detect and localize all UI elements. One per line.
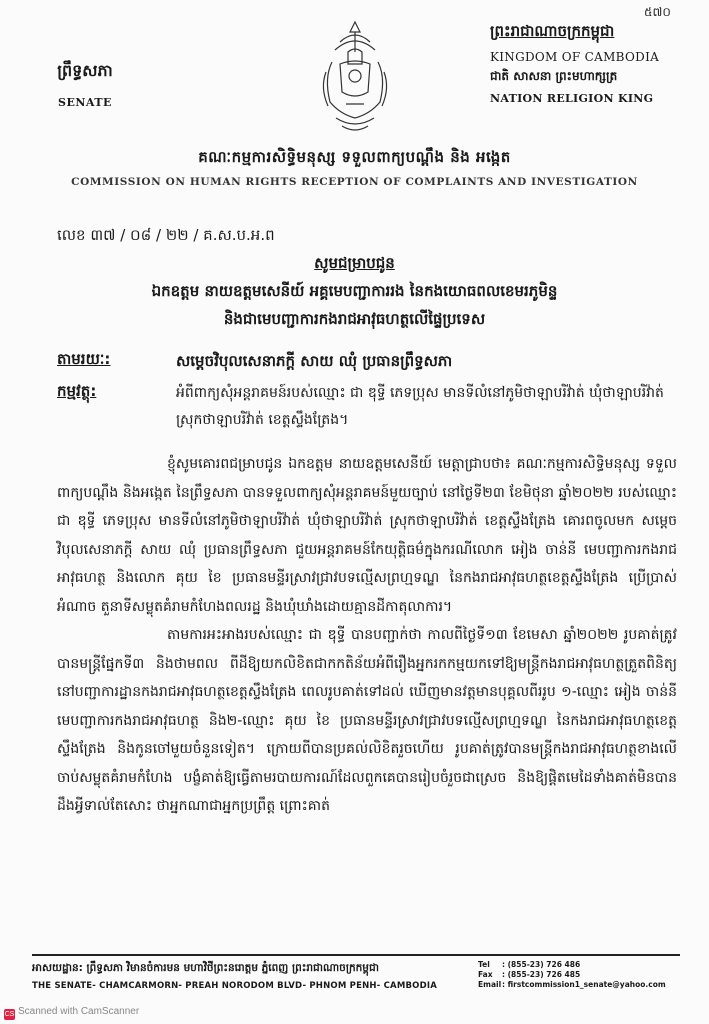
footer-divider [32,954,680,956]
body-paragraph-2: តាមការអះអាងរបស់ឈ្មោះ ជា ឌុទ្ធី បានបញ្ជាក់ថា កាលពីថ្ងៃទី១៣ ខែមេសា ឆ្នាំ២០២២ រូបគាត់ត្រូវបានមន្ត្រីផ្នែកទី៣ និងថាមពល ពីដីឱ្យយកលិខិតជាកកតិន័យអំពីរឿងអ្នករកកម្មយកទៅឱ្យមន្ត្រីកងរាជអាវុធហត្ថត្រួតពិនិត្យនៅបញ្ជាការដ្ឋានកងរាជអាវុធហត្ថខេត្តស្ទឹងត្រែង ពេលរូបគាត់ទៅដល់ ឃើញមានវត្តមានបុគ្គលពីររូប ១-ឈ្មោះ អៀង ចាន់នី មេបញ្ជាការកងរាជអាវុធហត្ថ និង២-ឈ្មោះ គុយ ខៃ ប្រធានមន្ទីរស្រាវជ្រាវបទល្មើសព្រហ្មទណ្ឌ នៃកងរាជអាវុធហត្ថខេត្តស្ទឹងត្រែង និងកូនចៅមួយចំនួនទៀត។ ក្រោយពីបានប្រគល់លិខិតរួចហើយ រូបគាត់ត្រូវបានមន្ត្រីកងរាជអាវុធហត្ថខាងលើ ចាប់សម្លុតគំរាមកំហែង បង្ខំគាត់ឱ្យធ្វើតាមរបាយការណ៍ដែលពួកគេបានរៀបចំរួចជាស្រេច និងឱ្យផ្តិតមេដៃទាំងគាត់មិនបានដឹងអ្វីទាល់តែសោះ ថាអ្នកណាជាអ្នកប្រព្រឹត្ត ព្រោះគាត់ [57,627,677,814]
footer-email: Email: firstcommission1_senate@yahoo.com [478,980,666,989]
notice-title: សូមជម្រាបជូន [314,254,395,272]
commission-kh: គណៈកម្មការសិទ្ធិមនុស្ស ទទួលពាក្យបណ្តឹង និង អង្កេត [198,148,511,166]
page-number: ៥៧០ [644,5,671,19]
scanner-watermark-text: Scanned with CamScanner [18,1006,140,1017]
via-value: សម្តេចវិបុលសេនាភក្តី សាយ ឈុំ ប្រធានព្រឹទ្ធសភា [176,352,453,370]
kingdom-kh: ព្រះរាជាណាចក្រកម្ពុជា [490,22,615,40]
body-paragraph-1: ខ្ញុំសូមគោរពជម្រាបជូន ឯកឧត្តម នាយឧត្តមសេនីយ៍ មេត្តាជ្រាបថា៖ គណៈកម្មការសិទ្ធិមនុស្ស ទទួលពាក្យបណ្តឹង និងអង្កេត នៃព្រឹទ្ធសភា បានទទួលពាក្យសុំអន្តរាគមន៍មួយច្បាប់ នៅថ្ងៃទី២៣ ខែមិថុនា ឆ្នាំ២០២២ របស់ឈ្មោះ ជា ឌុទ្ធី ភេទប្រុស មានទីលំនៅភូមិថាឡាបរិវ៉ាត់ ឃុំថាឡាបរិវ៉ាត់ ស្រុកថាឡាបរិវ៉ាត់ ខេត្តស្ទឹងត្រែង គោរពចូលមក សម្តេចវិបុលសេនាភក្តី សាយ ឈុំ ប្រធានព្រឹទ្ធសភា ជួយអន្តរាគមន៍កែយុត្តិធម៌ក្នុងករណីលោក អៀង ចាន់នី មេបញ្ជាការកងរាជអាវុធហត្ថ និងលោក គុយ ខៃ ប្រធានមន្ទីរស្រាវជ្រាវបទល្មើសព្រហ្មទណ្ឌ នៃកងរាជអាវុធហត្ថខេត្តស្ទឹងត្រែង ប្រើប្រាស់អំណាច តួនាទីសម្លុតគំរាមកំហែងពលរដ្ឋ និងឃុំឃាំងដោយគ្មានដីកាតុលាការ។ [57,456,677,615]
footer-address-en: THE SENATE- CHAMCARMORN- PREAH NORODOM BLVD- PHNOM PENH- CAMBODIA [32,981,437,991]
commission-header [0,148,709,188]
addressee-line-1: ឯកឧត្តម នាយឧត្តមសេនីយ៍ អគ្គមេបញ្ជាការរង នៃកងយោធពលខេមរភូមិន្ទ [151,282,558,300]
subject-value: អំពីពាក្យសុំអន្តរាគមន៍របស់ឈ្មោះ ជា ឌុទ្ធី ភេទប្រុស មានទីលំនៅភូមិថាឡាបរិវ៉ាត់ ឃុំថាឡាបរិវ៉ាត់ ស្រុកថាឡាបរិវ៉ាត់ ខេត្តស្ទឹងត្រែង។ [176,385,664,428]
senate-header [30,60,140,109]
camscanner-logo-icon: CS [4,1011,15,1018]
footer-tel: Tel : (855-23) 726 486 [478,960,581,969]
footer-address [32,962,452,991]
letter-body [57,450,677,821]
kingdom-header [490,22,680,105]
subject-label: កម្មវត្ថុ: [57,382,97,400]
footer-address-kh: អាសយដ្ឋាន: ព្រឹទ្ធសភា វិមានចំការមន មហាវិថីព្រះនរោត្តម ភ្នំពេញ ព្រះរាជាណាចក្រកម្ពុជា [32,962,379,974]
addressee-block [0,254,709,332]
senate-en: SENATE [58,96,112,109]
footer-contacts [478,960,698,990]
addressee-line-2: និងជាមេបញ្ជាការកងរាជអាវុធហត្ថលើផ្ទៃប្រទេស [223,310,486,328]
via-label: តាមរយៈ: [57,350,111,368]
commission-en: COMMISSION ON HUMAN RIGHTS RECEPTION OF COMPLAINTS AND INVESTIGATION [71,176,638,188]
reference-number: លេខ ៣៧ / ០៨ / ២២ / គ.ស.ប.អ.ព [57,226,275,244]
motto-kh: ជាតិ សាសនា ព្រះមហាក្សត្រ [490,69,618,83]
kingdom-en: KINGDOM OF CAMBODIA [490,50,660,64]
senate-kh: ព្រឹទ្ធសភា [57,61,113,80]
footer-fax: Fax : (855-23) 726 485 [478,970,581,979]
royal-emblem-icon [310,18,400,138]
motto-en: NATION RELIGION KING [490,92,654,105]
scanner-watermark [4,1006,139,1020]
